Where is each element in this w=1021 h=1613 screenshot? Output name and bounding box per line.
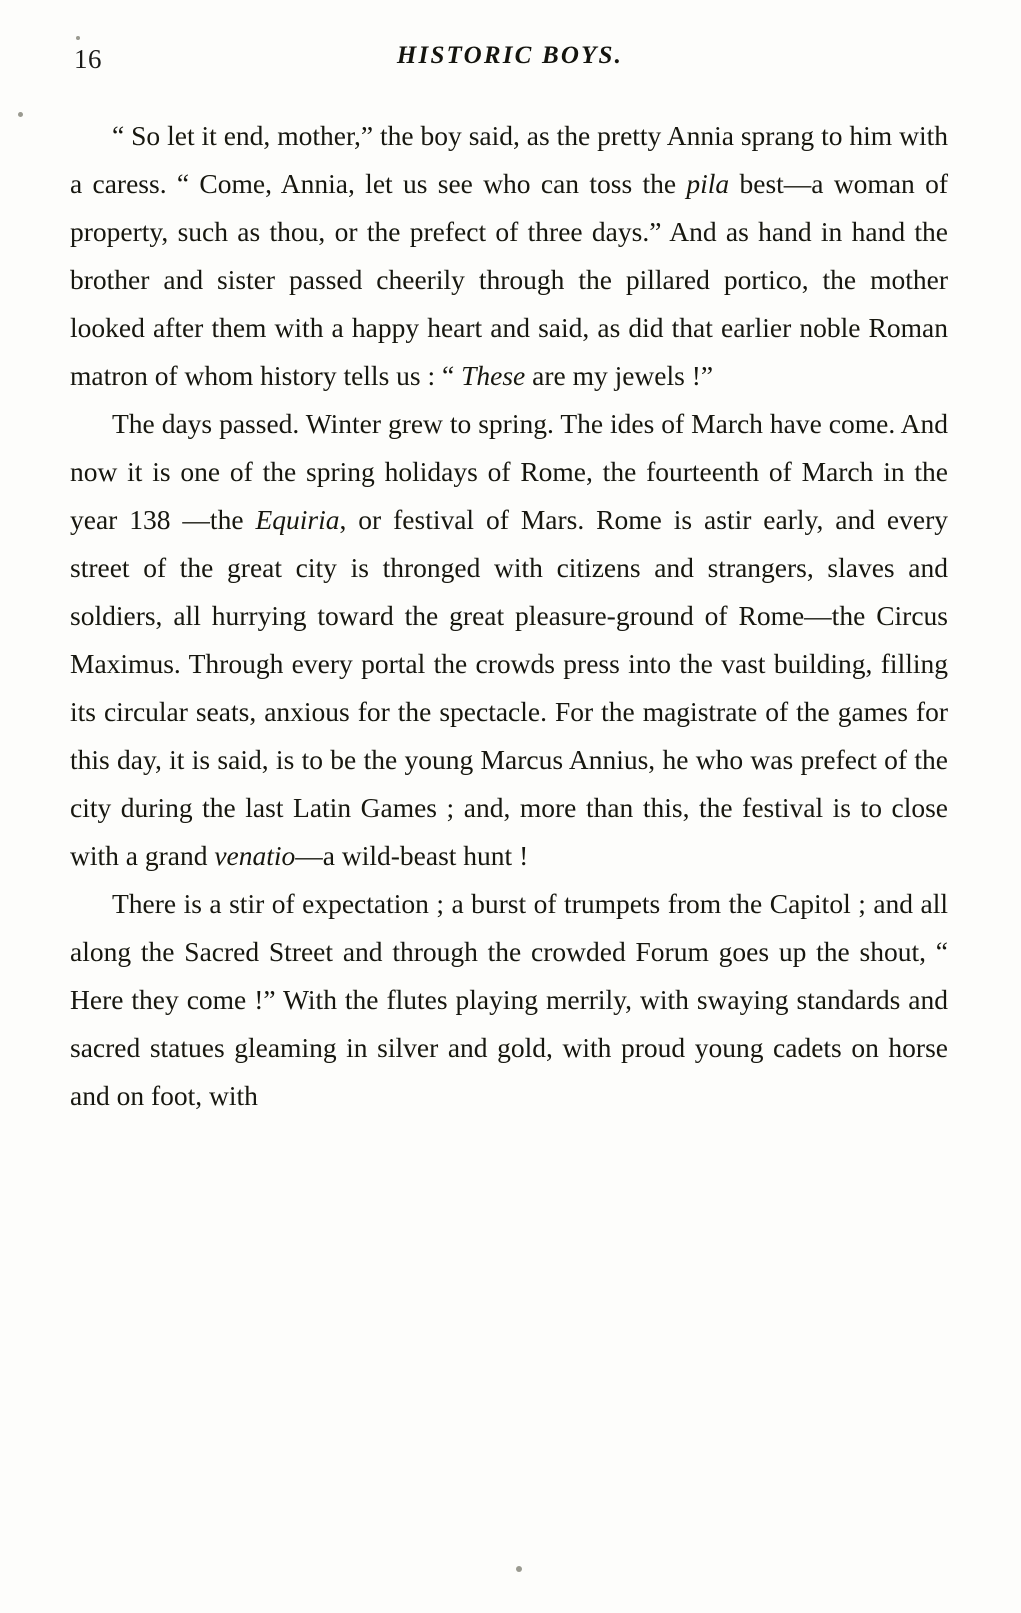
paragraph-3: There is a stir of expectation ; a burst of trumpets from the Capitol ; and all along the Sacred Street and through the crowded Forum goes up the shout, “ Here they come !” With the flutes playing merrily, with swaying standards and sacred statues gleaming in silver and gold, with proud young cadets on horse and on foot, with <box>70 888 948 1111</box>
paragraph-1: “ So let it end, mother,” the boy said, as the pretty Annia sprang to him with a caress. “ Come, Annia, let us see who can toss the pila best—a woman of property, such as thou, or the prefect of three days.” And as hand in hand the brother and sister passed cheerily through the pillared portico, the mother looked after them with a happy heart and said, as did that earlier noble Roman matron of whom history tells us : “ These are my jewels !” <box>70 120 948 391</box>
paper-speck <box>516 1566 522 1572</box>
paper-speck <box>18 112 23 117</box>
paper-speck <box>76 36 80 40</box>
paragraph-2: The days passed. Winter grew to spring. The ides of March have come. And now it is one of the spring holidays of Rome, the fourteenth of March in the year 138 —the Equiria, or festival of Mars. Rome is astir early, and every street of the great city is thronged with citizens and strangers, slaves and soldiers, all hurrying toward the great pleasure-ground of Rome—the Circus Maximus. Through every portal the crowds press into the vast building, filling its circular seats, anxious for the spectacle. For the magistrate of the games for this day, it is said, is to be the young Marcus Annius, he who was prefect of the city during the last Latin Games ; and, more than this, the festival is to close with a grand venatio—a wild-beast hunt ! <box>70 408 948 871</box>
page-body <box>70 112 948 1120</box>
running-title: HISTORIC BOYS. <box>396 42 624 69</box>
page-number: 16 <box>74 44 102 74</box>
page-header <box>70 42 950 82</box>
